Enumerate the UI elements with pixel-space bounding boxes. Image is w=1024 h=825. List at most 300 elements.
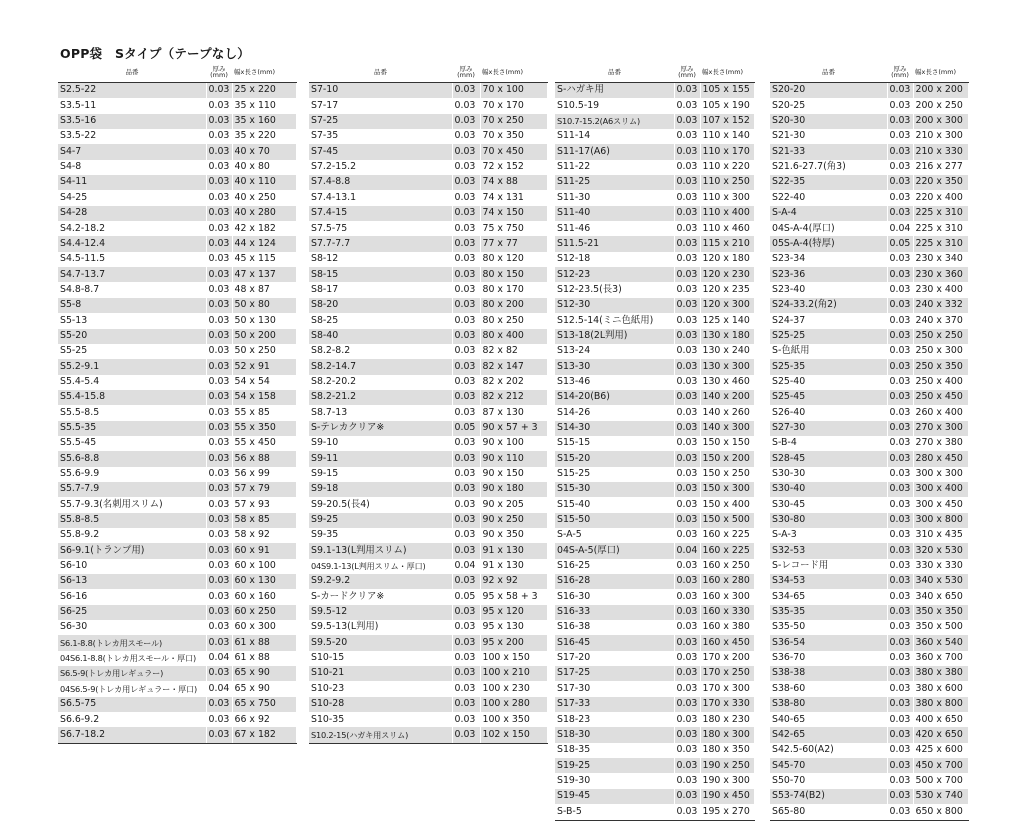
thickness-value: 0.03: [674, 129, 700, 144]
table-row: [309, 712, 547, 727]
size-value: 60 x 91: [232, 543, 296, 558]
product-code: S12-23: [555, 267, 674, 282]
size-value: 35 x 160: [232, 114, 296, 129]
product-code: S11-22: [555, 160, 674, 175]
thickness-value: 0.03: [674, 451, 700, 466]
product-code: S5-20: [58, 329, 206, 344]
product-code: S-A-3: [770, 528, 887, 543]
table-row: [555, 175, 754, 190]
table-row: [770, 559, 968, 574]
product-code: S24-37: [770, 313, 887, 328]
table-row: [770, 252, 968, 267]
thickness-value: 0.03: [887, 559, 913, 574]
size-value: 92 x 92: [480, 574, 547, 589]
thickness-value: 0.03: [674, 651, 700, 666]
table-row: [58, 114, 296, 129]
size-value: 100 x 150: [480, 651, 547, 666]
size-value: 240 x 332: [913, 298, 968, 313]
product-code: S10.5-19: [555, 98, 674, 113]
thickness-value: 0.03: [206, 282, 232, 297]
table-row: [555, 758, 754, 773]
thickness-value: 0.03: [674, 313, 700, 328]
product-code: S8.2-20.2: [309, 375, 452, 390]
product-code: S4-8: [58, 160, 206, 175]
table-row: [555, 329, 754, 344]
table-row: [555, 221, 754, 236]
product-code: S34-53: [770, 574, 887, 589]
size-value: 425 x 600: [913, 743, 968, 758]
header-size: 幅x長さ(mm): [913, 62, 968, 83]
thickness-value: 0.03: [452, 651, 480, 666]
size-value: 47 x 137: [232, 267, 296, 282]
product-code: S8-15: [309, 267, 452, 282]
thickness-value: 0.03: [452, 712, 480, 727]
product-code: S-テレカクリア※: [309, 421, 452, 436]
size-value: 250 x 400: [913, 375, 968, 390]
thickness-value: 0.03: [674, 467, 700, 482]
size-value: 200 x 200: [913, 83, 968, 99]
product-code: S7-17: [309, 98, 452, 113]
size-value: 360 x 700: [913, 651, 968, 666]
table-row: [770, 405, 968, 420]
product-code: S6.1-8.8(トレカ用スモール): [58, 635, 206, 650]
product-code: S14-26: [555, 405, 674, 420]
table-row: [58, 160, 296, 175]
size-value: 65 x 90: [232, 681, 296, 696]
table-row: [770, 681, 968, 696]
thickness-value: 0.03: [887, 543, 913, 558]
thickness-value: 0.03: [887, 160, 913, 175]
size-value: 300 x 300: [913, 467, 968, 482]
product-code: 04S6.5-9(トレカ用レギュラー・厚口): [58, 681, 206, 696]
table-row: [770, 190, 968, 205]
size-value: 74 x 150: [480, 206, 547, 221]
size-value: 210 x 330: [913, 144, 968, 159]
product-code: 05S-A-4(特厚): [770, 236, 887, 251]
thickness-value: 0.03: [206, 513, 232, 528]
size-value: 90 x 205: [480, 497, 547, 512]
thickness-value: 0.03: [206, 390, 232, 405]
thickness-value: 0.03: [674, 513, 700, 528]
size-value: 80 x 170: [480, 282, 547, 297]
size-value: 55 x 450: [232, 436, 296, 451]
table-row: [555, 635, 754, 650]
product-code: S7.2-15.2: [309, 160, 452, 175]
table-row: [770, 298, 968, 313]
product-code: S5.6-8.8: [58, 451, 206, 466]
thickness-value: 0.04: [206, 681, 232, 696]
product-code: S12.5-14(ミニ色紙用): [555, 313, 674, 328]
product-code: S16-33: [555, 605, 674, 620]
size-value: 50 x 80: [232, 298, 296, 313]
table-row: [770, 620, 968, 635]
size-value: 90 x 350: [480, 528, 547, 543]
table-row: [770, 344, 968, 359]
product-code: S22-40: [770, 190, 887, 205]
thickness-value: 0.03: [452, 267, 480, 282]
size-value: 90 x 110: [480, 451, 547, 466]
thickness-value: 0.03: [206, 144, 232, 159]
size-value: 80 x 200: [480, 298, 547, 313]
table-row: [58, 467, 296, 482]
table-row: [555, 482, 754, 497]
header-code: 品番: [58, 62, 206, 83]
thickness-value: 0.03: [206, 605, 232, 620]
thickness-value: 0.03: [674, 206, 700, 221]
thickness-value: 0.03: [674, 620, 700, 635]
product-code: S21-30: [770, 129, 887, 144]
size-value: 61 x 88: [232, 635, 296, 650]
thickness-value: 0.03: [206, 129, 232, 144]
size-value: 90 x 57 + 3: [480, 421, 547, 436]
header-thickness: 厚み (mm): [887, 62, 913, 83]
size-value: 180 x 350: [700, 743, 754, 758]
product-code: S10-21: [309, 666, 452, 681]
product-code: S18-23: [555, 712, 674, 727]
size-value: 210 x 300: [913, 129, 968, 144]
product-code: S42-65: [770, 727, 887, 742]
thickness-value: 0.03: [452, 313, 480, 328]
table-row: [555, 98, 754, 113]
thickness-value: 0.03: [452, 98, 480, 113]
product-code: 04S-A-5(厚口): [555, 543, 674, 558]
size-value: 110 x 250: [700, 175, 754, 190]
header-thickness: 厚み (mm): [452, 62, 480, 83]
thickness-value: 0.03: [887, 727, 913, 742]
size-value: 95 x 200: [480, 635, 547, 650]
size-value: 95 x 120: [480, 605, 547, 620]
size-value: 140 x 200: [700, 390, 754, 405]
thickness-value: 0.03: [887, 421, 913, 436]
table-row: [770, 313, 968, 328]
table-row: [770, 160, 968, 175]
product-code: S17-20: [555, 651, 674, 666]
thickness-value: 0.03: [452, 129, 480, 144]
table-row: [58, 528, 296, 543]
table-row: [309, 482, 547, 497]
product-code: S5-8: [58, 298, 206, 313]
thickness-value: 0.03: [674, 697, 700, 712]
size-value: 48 x 87: [232, 282, 296, 297]
size-value: 310 x 435: [913, 528, 968, 543]
thickness-value: 0.03: [674, 482, 700, 497]
product-code: S25-40: [770, 375, 887, 390]
table-row: [309, 129, 547, 144]
table-row: [58, 329, 296, 344]
product-code: S4.4-12.4: [58, 236, 206, 251]
table-row: [555, 129, 754, 144]
table-row: [309, 252, 547, 267]
product-code: S7-45: [309, 144, 452, 159]
table-row: [770, 329, 968, 344]
size-value: 52 x 91: [232, 359, 296, 374]
table-row: [555, 513, 754, 528]
size-value: 82 x 202: [480, 375, 547, 390]
product-code: S19-45: [555, 789, 674, 804]
table-row: [58, 359, 296, 374]
table-row: [309, 313, 547, 328]
table-row: [770, 98, 968, 113]
table-row: [58, 298, 296, 313]
size-value: 650 x 800: [913, 804, 968, 820]
thickness-value: 0.03: [206, 329, 232, 344]
thickness-value: 0.03: [206, 666, 232, 681]
product-code: S30-40: [770, 482, 887, 497]
product-code: S4-25: [58, 190, 206, 205]
product-code: S15-30: [555, 482, 674, 497]
thickness-value: 0.03: [887, 743, 913, 758]
size-value: 70 x 100: [480, 83, 547, 99]
product-code: S9-20.5(長4): [309, 497, 452, 512]
product-code: S10-15: [309, 651, 452, 666]
product-code: S45-70: [770, 758, 887, 773]
product-code: S6-16: [58, 589, 206, 604]
thickness-value: 0.03: [452, 221, 480, 236]
product-code: S30-30: [770, 467, 887, 482]
table-row: [58, 727, 296, 743]
product-code: S12-18: [555, 252, 674, 267]
table-row: [309, 574, 547, 589]
table-row: [58, 98, 296, 113]
size-value: 40 x 80: [232, 160, 296, 175]
table-row: [770, 467, 968, 482]
size-value: 420 x 650: [913, 727, 968, 742]
thickness-value: 0.03: [674, 497, 700, 512]
size-value: 160 x 225: [700, 528, 754, 543]
thickness-value: 0.03: [887, 206, 913, 221]
thickness-value: 0.03: [887, 697, 913, 712]
thickness-value: 0.03: [887, 83, 913, 99]
thickness-value: 0.03: [206, 451, 232, 466]
table-row: [770, 144, 968, 159]
thickness-value: 0.03: [206, 543, 232, 558]
size-value: 57 x 93: [232, 497, 296, 512]
table-row: [309, 267, 547, 282]
table-row: [58, 451, 296, 466]
product-code: S6-10: [58, 559, 206, 574]
thickness-value: 0.03: [674, 160, 700, 175]
product-code: S16-25: [555, 559, 674, 574]
product-code: S34-65: [770, 589, 887, 604]
table-row: [555, 712, 754, 727]
product-code: S50-70: [770, 773, 887, 788]
header-code: 品番: [309, 62, 452, 83]
table-row: [555, 589, 754, 604]
table-row: [309, 175, 547, 190]
thickness-value: 0.03: [206, 98, 232, 113]
thickness-value: 0.03: [206, 421, 232, 436]
size-value: 150 x 500: [700, 513, 754, 528]
size-value: 270 x 300: [913, 421, 968, 436]
table-row: [555, 528, 754, 543]
size-value: 105 x 155: [700, 83, 754, 99]
size-value: 35 x 110: [232, 98, 296, 113]
table-row: [58, 635, 296, 650]
size-value: 220 x 350: [913, 175, 968, 190]
size-value: 40 x 250: [232, 190, 296, 205]
product-code: S6.7-18.2: [58, 727, 206, 743]
table-row: [555, 206, 754, 221]
size-value: 74 x 131: [480, 190, 547, 205]
table-row: [555, 83, 754, 99]
thickness-value: 0.03: [887, 804, 913, 820]
table-row: [770, 175, 968, 190]
thickness-value: 0.03: [452, 681, 480, 696]
table-row: [309, 543, 547, 558]
product-code: S27-30: [770, 421, 887, 436]
product-code: S16-30: [555, 589, 674, 604]
size-value: 90 x 100: [480, 436, 547, 451]
product-code: S5-13: [58, 313, 206, 328]
table-row: [770, 712, 968, 727]
table-row: [309, 144, 547, 159]
table-row: [555, 190, 754, 205]
size-value: 160 x 300: [700, 589, 754, 604]
table-row: [309, 727, 547, 743]
product-code: S15-40: [555, 497, 674, 512]
thickness-value: 0.03: [674, 375, 700, 390]
size-value: 70 x 350: [480, 129, 547, 144]
table-row: [58, 589, 296, 604]
size-value: 330 x 330: [913, 559, 968, 574]
table-row: [555, 236, 754, 251]
thickness-value: 0.03: [674, 282, 700, 297]
size-value: 230 x 340: [913, 252, 968, 267]
table-row: [770, 436, 968, 451]
thickness-value: 0.03: [674, 559, 700, 574]
product-code: S7-10: [309, 83, 452, 99]
thickness-value: 0.03: [452, 282, 480, 297]
table-row: [770, 421, 968, 436]
table-row: [770, 543, 968, 558]
product-code: S14-20(B6): [555, 390, 674, 405]
size-value: 125 x 140: [700, 313, 754, 328]
product-code: S5.5-35: [58, 421, 206, 436]
product-code: S3.5-22: [58, 129, 206, 144]
size-value: 50 x 250: [232, 344, 296, 359]
product-code: S-ハガキ用: [555, 83, 674, 99]
table-row: [770, 758, 968, 773]
size-value: 225 x 310: [913, 221, 968, 236]
product-table-4: [770, 62, 969, 821]
product-code: S9.1-13(L判用スリム): [309, 543, 452, 558]
table-row: [770, 206, 968, 221]
thickness-value: 0.03: [452, 513, 480, 528]
thickness-value: 0.03: [206, 190, 232, 205]
product-code: S4.2-18.2: [58, 221, 206, 236]
size-value: 60 x 160: [232, 589, 296, 604]
thickness-value: 0.03: [887, 175, 913, 190]
size-value: 300 x 800: [913, 513, 968, 528]
thickness-value: 0.03: [674, 743, 700, 758]
table-row: [58, 282, 296, 297]
product-code: S7.4-8.8: [309, 175, 452, 190]
size-value: 90 x 250: [480, 513, 547, 528]
size-value: 190 x 250: [700, 758, 754, 773]
table-row: [770, 528, 968, 543]
thickness-value: 0.03: [206, 697, 232, 712]
table-row: [555, 743, 754, 758]
thickness-value: 0.03: [674, 681, 700, 696]
product-code: S2.5-22: [58, 83, 206, 99]
size-value: 61 x 88: [232, 651, 296, 666]
product-code: S10-28: [309, 697, 452, 712]
size-value: 110 x 400: [700, 206, 754, 221]
size-value: 110 x 300: [700, 190, 754, 205]
thickness-value: 0.03: [452, 620, 480, 635]
thickness-value: 0.03: [452, 727, 480, 743]
table-row: [309, 635, 547, 650]
product-code: S24-33.2(角2): [770, 298, 887, 313]
product-code: S11-30: [555, 190, 674, 205]
table-row: [309, 436, 547, 451]
table-row: [58, 144, 296, 159]
thickness-value: 0.03: [206, 175, 232, 190]
table-row: [770, 390, 968, 405]
thickness-value: 0.04: [674, 543, 700, 558]
size-value: 82 x 147: [480, 359, 547, 374]
thickness-value: 0.03: [887, 513, 913, 528]
table-row: [555, 390, 754, 405]
thickness-value: 0.03: [452, 451, 480, 466]
thickness-value: 0.03: [887, 758, 913, 773]
table-row: [555, 267, 754, 282]
table-row: [770, 605, 968, 620]
table-row: [555, 298, 754, 313]
thickness-value: 0.03: [887, 375, 913, 390]
thickness-value: 0.03: [887, 574, 913, 589]
thickness-value: 0.03: [674, 712, 700, 727]
thickness-value: 0.03: [674, 298, 700, 313]
product-code: S5.2-9.1: [58, 359, 206, 374]
product-code: S8.2-14.7: [309, 359, 452, 374]
product-code: S13-18(2L判用): [555, 329, 674, 344]
thickness-value: 0.03: [887, 344, 913, 359]
header-thickness: 厚み (mm): [206, 62, 232, 83]
table-row: [309, 513, 547, 528]
header-size: 幅x長さ(mm): [232, 62, 296, 83]
size-value: 54 x 158: [232, 390, 296, 405]
size-value: 100 x 230: [480, 681, 547, 696]
product-code: S9-11: [309, 451, 452, 466]
header-thickness: 厚み (mm): [674, 62, 700, 83]
product-code: S6-25: [58, 605, 206, 620]
size-value: 190 x 450: [700, 789, 754, 804]
table-row: [58, 421, 296, 436]
table-row: [309, 421, 547, 436]
size-value: 40 x 280: [232, 206, 296, 221]
product-code: S7-25: [309, 114, 452, 129]
size-value: 170 x 330: [700, 697, 754, 712]
thickness-value: 0.03: [206, 298, 232, 313]
product-code: S6.6-9.2: [58, 712, 206, 727]
product-code: S-レコード用: [770, 559, 887, 574]
size-value: 225 x 310: [913, 206, 968, 221]
size-value: 100 x 210: [480, 666, 547, 681]
size-value: 65 x 90: [232, 666, 296, 681]
product-code: S13-24: [555, 344, 674, 359]
thickness-value: 0.03: [206, 375, 232, 390]
thickness-value: 0.03: [452, 329, 480, 344]
product-code: S36-54: [770, 635, 887, 650]
thickness-value: 0.03: [452, 359, 480, 374]
product-code: S15-25: [555, 467, 674, 482]
header-code: 品番: [555, 62, 674, 83]
table-row: [309, 651, 547, 666]
table-row: [555, 804, 754, 820]
table-row: [555, 405, 754, 420]
size-value: 57 x 79: [232, 482, 296, 497]
